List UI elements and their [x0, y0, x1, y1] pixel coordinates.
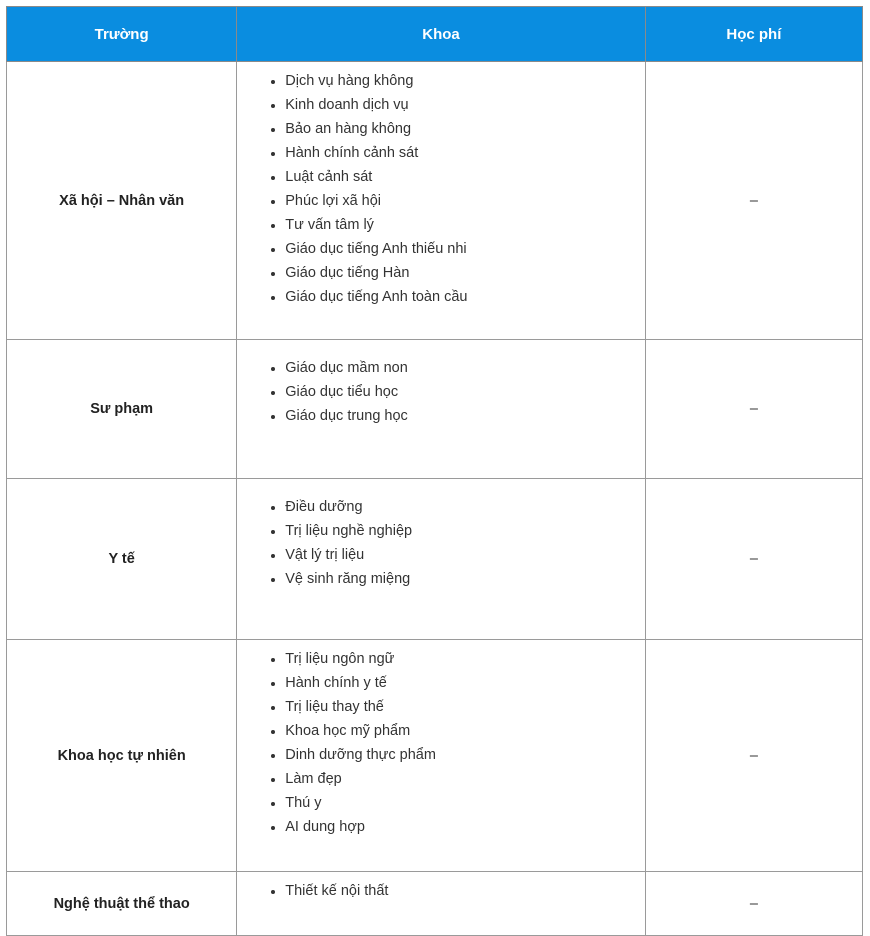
faculty-item: • Vệ sinh răng miệng: [285, 567, 644, 591]
faculty-item: • Giáo dục tiếng Anh toàn cầu: [285, 285, 644, 309]
fee-cell: –: [645, 872, 862, 936]
header-school: Trường: [7, 7, 237, 62]
table-header-row: [7, 7, 863, 62]
faculty-item: • Giáo dục trung học: [285, 404, 644, 428]
faculty-item: • AI dung hợp: [285, 815, 644, 839]
faculty-item: • Bảo an hàng không: [285, 117, 644, 141]
table-row: [7, 872, 863, 936]
faculty-list: [237, 495, 644, 591]
faculty-item: • Giáo dục tiếng Anh thiếu nhi: [285, 237, 644, 261]
faculty-item: • Làm đẹp: [285, 767, 644, 791]
school-cell: Nghệ thuật thể thao: [7, 872, 237, 936]
faculty-item: • Điều dưỡng: [285, 495, 644, 519]
faculty-cell: [237, 872, 645, 936]
faculty-item: • Kinh doanh dịch vụ: [285, 93, 644, 117]
faculty-cell: [237, 340, 645, 479]
faculty-item: • Trị liệu ngôn ngữ: [285, 647, 644, 671]
faculty-item: • Phúc lợi xã hội: [285, 189, 644, 213]
programs-table: [6, 6, 863, 936]
faculty-item: • Tư vấn tâm lý: [285, 213, 644, 237]
faculty-item: • Thú y: [285, 791, 644, 815]
faculty-item: • Khoa học mỹ phẩm: [285, 719, 644, 743]
faculty-item: • Dịch vụ hàng không: [285, 69, 644, 93]
faculty-item: • Dinh dưỡng thực phẩm: [285, 743, 644, 767]
faculty-list: [237, 879, 644, 903]
fee-cell: –: [645, 62, 862, 340]
table-row: [7, 640, 863, 872]
faculty-item: • Luật cảnh sát: [285, 165, 644, 189]
faculty-cell: [237, 479, 645, 640]
faculty-item: • Giáo dục mầm non: [285, 356, 644, 380]
faculty-list: [237, 69, 644, 309]
faculty-cell: [237, 640, 645, 872]
faculty-item: • Trị liệu thay thế: [285, 695, 644, 719]
header-faculty: Khoa: [237, 7, 645, 62]
fee-cell: –: [645, 340, 862, 479]
faculty-item: • Hành chính y tế: [285, 671, 644, 695]
faculty-list: [237, 356, 644, 428]
faculty-cell: [237, 62, 645, 340]
table-row: [7, 62, 863, 340]
header-fee: Học phí: [645, 7, 862, 62]
faculty-list: [237, 647, 644, 839]
school-cell: Sư phạm: [7, 340, 237, 479]
faculty-item: • Giáo dục tiếng Hàn: [285, 261, 644, 285]
school-cell: Y tế: [7, 479, 237, 640]
table-row: [7, 340, 863, 479]
fee-cell: –: [645, 479, 862, 640]
school-cell: Xã hội – Nhân văn: [7, 62, 237, 340]
faculty-item: • Thiết kế nội thất: [285, 879, 644, 903]
faculty-item: • Vật lý trị liệu: [285, 543, 644, 567]
table-row: [7, 479, 863, 640]
fee-cell: –: [645, 640, 862, 872]
school-cell: Khoa học tự nhiên: [7, 640, 237, 872]
faculty-item: • Giáo dục tiểu học: [285, 380, 644, 404]
faculty-item: • Trị liệu nghề nghiệp: [285, 519, 644, 543]
faculty-item: • Hành chính cảnh sát: [285, 141, 644, 165]
